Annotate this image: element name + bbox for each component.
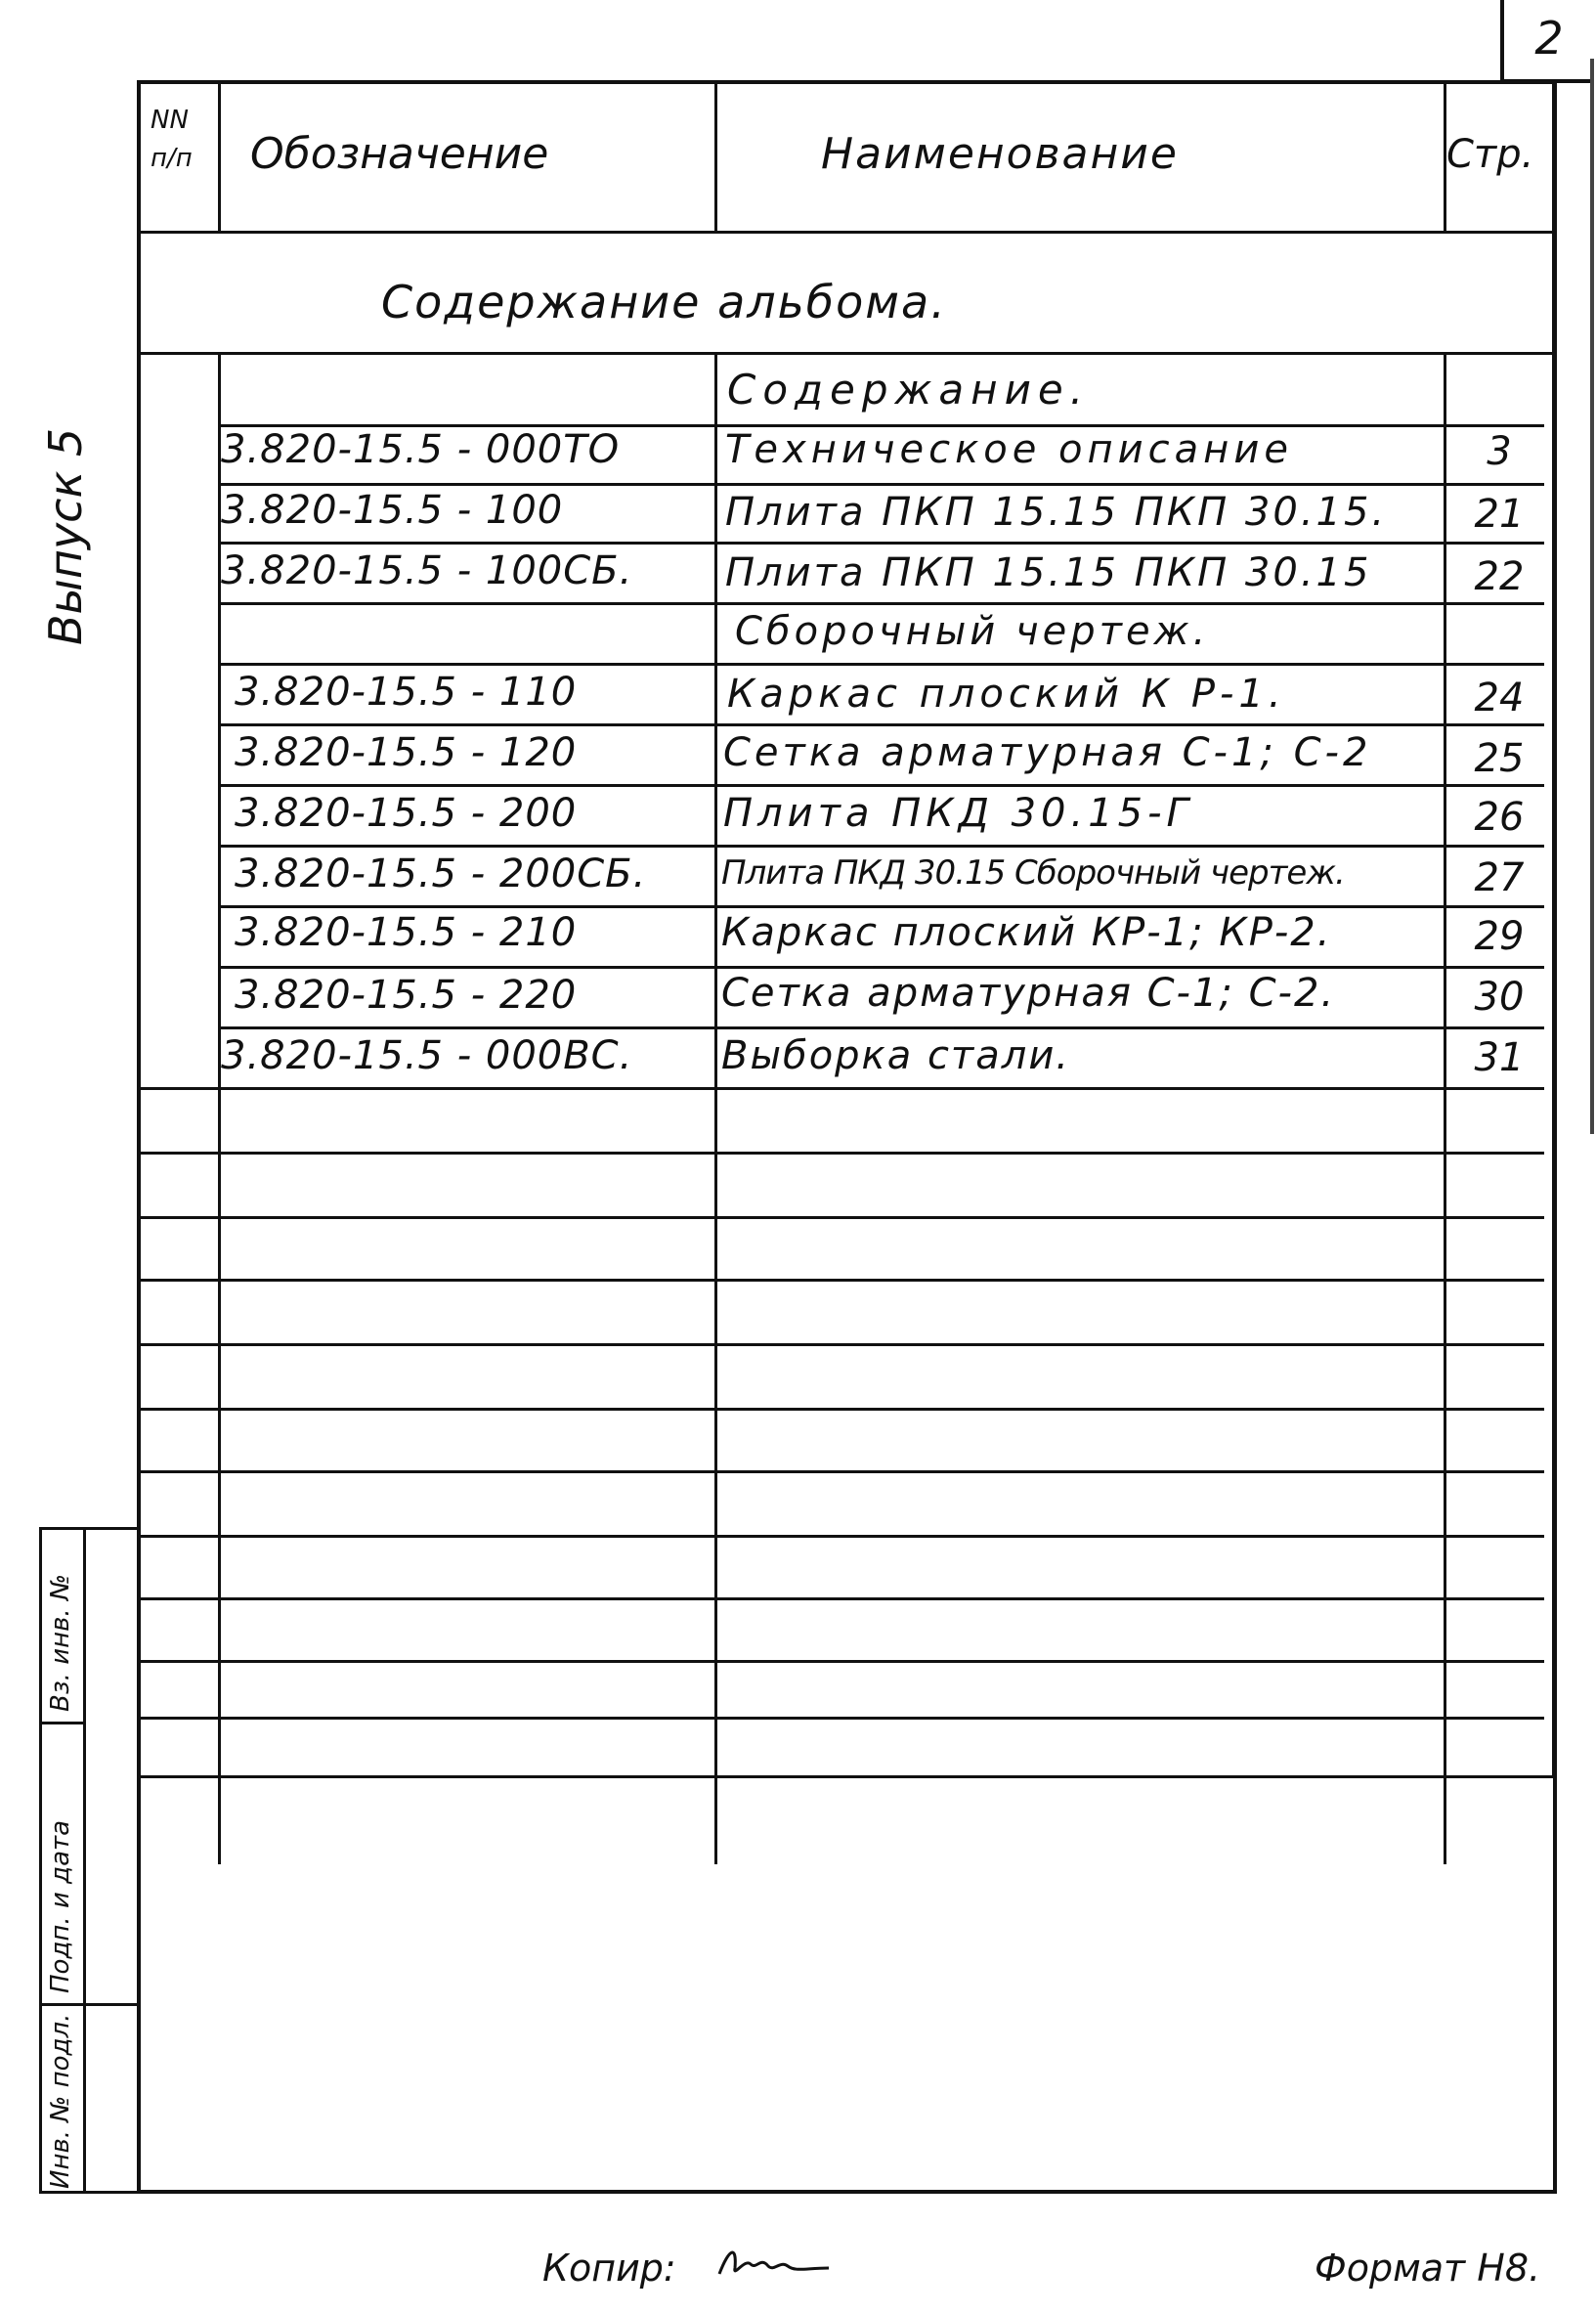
contents-table-frame (137, 80, 1557, 2194)
col-divider-designation-header (714, 84, 717, 231)
side-label-vz-inv: Вз. инв. № (46, 1574, 75, 1712)
row-name: Техническое описание (725, 427, 1293, 472)
row-name: Плита ПКД 30.15-Г (723, 791, 1193, 836)
row-name: Каркас плоский КР-1; КР-2. (721, 910, 1332, 955)
row-page: 27 (1474, 855, 1525, 900)
side-row-divider (42, 2003, 83, 2006)
row-name: Сетка арматурная С-1; С-2. (721, 971, 1336, 1016)
row-line (218, 483, 1544, 486)
row-line (218, 542, 1544, 545)
row-line (141, 1216, 1544, 1219)
row-page: 31 (1474, 1035, 1525, 1080)
row-name: Каркас плоский К Р-1. (727, 672, 1286, 717)
row-name: Содержание. (727, 366, 1091, 414)
row-designation: 3.820-15.5 - 210 (235, 910, 578, 955)
row-page: 26 (1474, 795, 1525, 840)
row-page: 29 (1474, 914, 1525, 959)
col-divider-designation (714, 352, 717, 1864)
row-page: 30 (1474, 975, 1525, 1020)
row-line (141, 1717, 1544, 1720)
side-label-inv-podl: Инв. № подл. (46, 2013, 75, 2189)
signature-image (715, 2239, 833, 2288)
row-name: Выборка стали. (721, 1033, 1071, 1078)
row-line (141, 1408, 1544, 1411)
row-line (218, 1026, 1544, 1029)
row-line (141, 1279, 1544, 1282)
footer-copy-label: Копир: (542, 2247, 676, 2290)
row-designation: 3.820-15.5 - 100СБ. (221, 548, 633, 593)
row-line (141, 1343, 1544, 1346)
row-line (141, 1087, 1544, 1090)
row-page: 25 (1474, 736, 1525, 781)
header-designation: Обозначение (250, 129, 549, 179)
row-line (218, 663, 1544, 666)
row-designation: 3.820-15.5 - 200 (235, 791, 578, 836)
row-line (141, 1152, 1544, 1155)
row-line (218, 784, 1544, 787)
row-line (141, 1535, 1544, 1538)
row-page: 24 (1474, 676, 1525, 720)
table-bottom-line (141, 1775, 1553, 1778)
header-name: Наименование (821, 129, 1179, 179)
row-designation: 3.820-15.5 - 220 (235, 973, 578, 1018)
row-line (218, 845, 1544, 848)
issue-label: Выпуск 5 (39, 427, 92, 645)
page-number-box (1500, 0, 1594, 83)
row-designation: 3.820-15.5 - 120 (235, 730, 578, 775)
row-designation: 3.820-15.5 - 000ВС. (221, 1033, 633, 1078)
row-designation: 3.820-15.5 - 110 (235, 670, 578, 715)
row-line (218, 905, 1544, 908)
row-line (218, 966, 1544, 969)
col-divider-num-header (218, 84, 221, 231)
page-number: 2 (1534, 12, 1564, 65)
footer-format-label: Формат Н8. (1315, 2247, 1541, 2290)
row-line (218, 602, 1544, 605)
row-designation: 3.820-15.5 - 200СБ. (235, 851, 647, 896)
row-line (218, 723, 1544, 726)
row-name: Плита ПКП 15.15 ПКП 30.15 (725, 550, 1372, 595)
section-title-bottom-line (141, 352, 1553, 355)
row-line (141, 1470, 1544, 1473)
col-divider-right-inner (1552, 84, 1554, 1775)
header-num: NN п/п (151, 106, 193, 173)
row-name: Плита ПКД 30.15 Сборочный чертеж. (721, 853, 1345, 893)
row-name: Сборочный чертеж. (735, 609, 1210, 654)
row-designation: 3.820-15.5 - 000ТО (221, 427, 621, 472)
row-line (141, 1597, 1544, 1600)
section-title: Содержание альбома. (381, 276, 947, 328)
row-name: Плита ПКП 15.15 ПКП 30.15. (725, 490, 1388, 535)
side-row-divider-right (83, 2003, 138, 2006)
side-label-podp-data: Подп. и дата (46, 1819, 75, 1993)
row-name: Сетка арматурная С-1; С-2 (723, 730, 1372, 775)
row-page: 3 (1487, 429, 1512, 474)
row-line (141, 1660, 1544, 1663)
header-bottom-line (141, 231, 1553, 234)
header-page: Стр. (1446, 132, 1534, 177)
side-row-divider (42, 1722, 83, 1724)
scan-edge-line (1590, 59, 1594, 1134)
side-stamp-table (39, 1527, 141, 2194)
row-page: 21 (1474, 492, 1525, 537)
row-page: 22 (1474, 554, 1525, 599)
side-col-divider (83, 1530, 86, 2191)
row-designation: 3.820-15.5 - 100 (221, 488, 564, 533)
